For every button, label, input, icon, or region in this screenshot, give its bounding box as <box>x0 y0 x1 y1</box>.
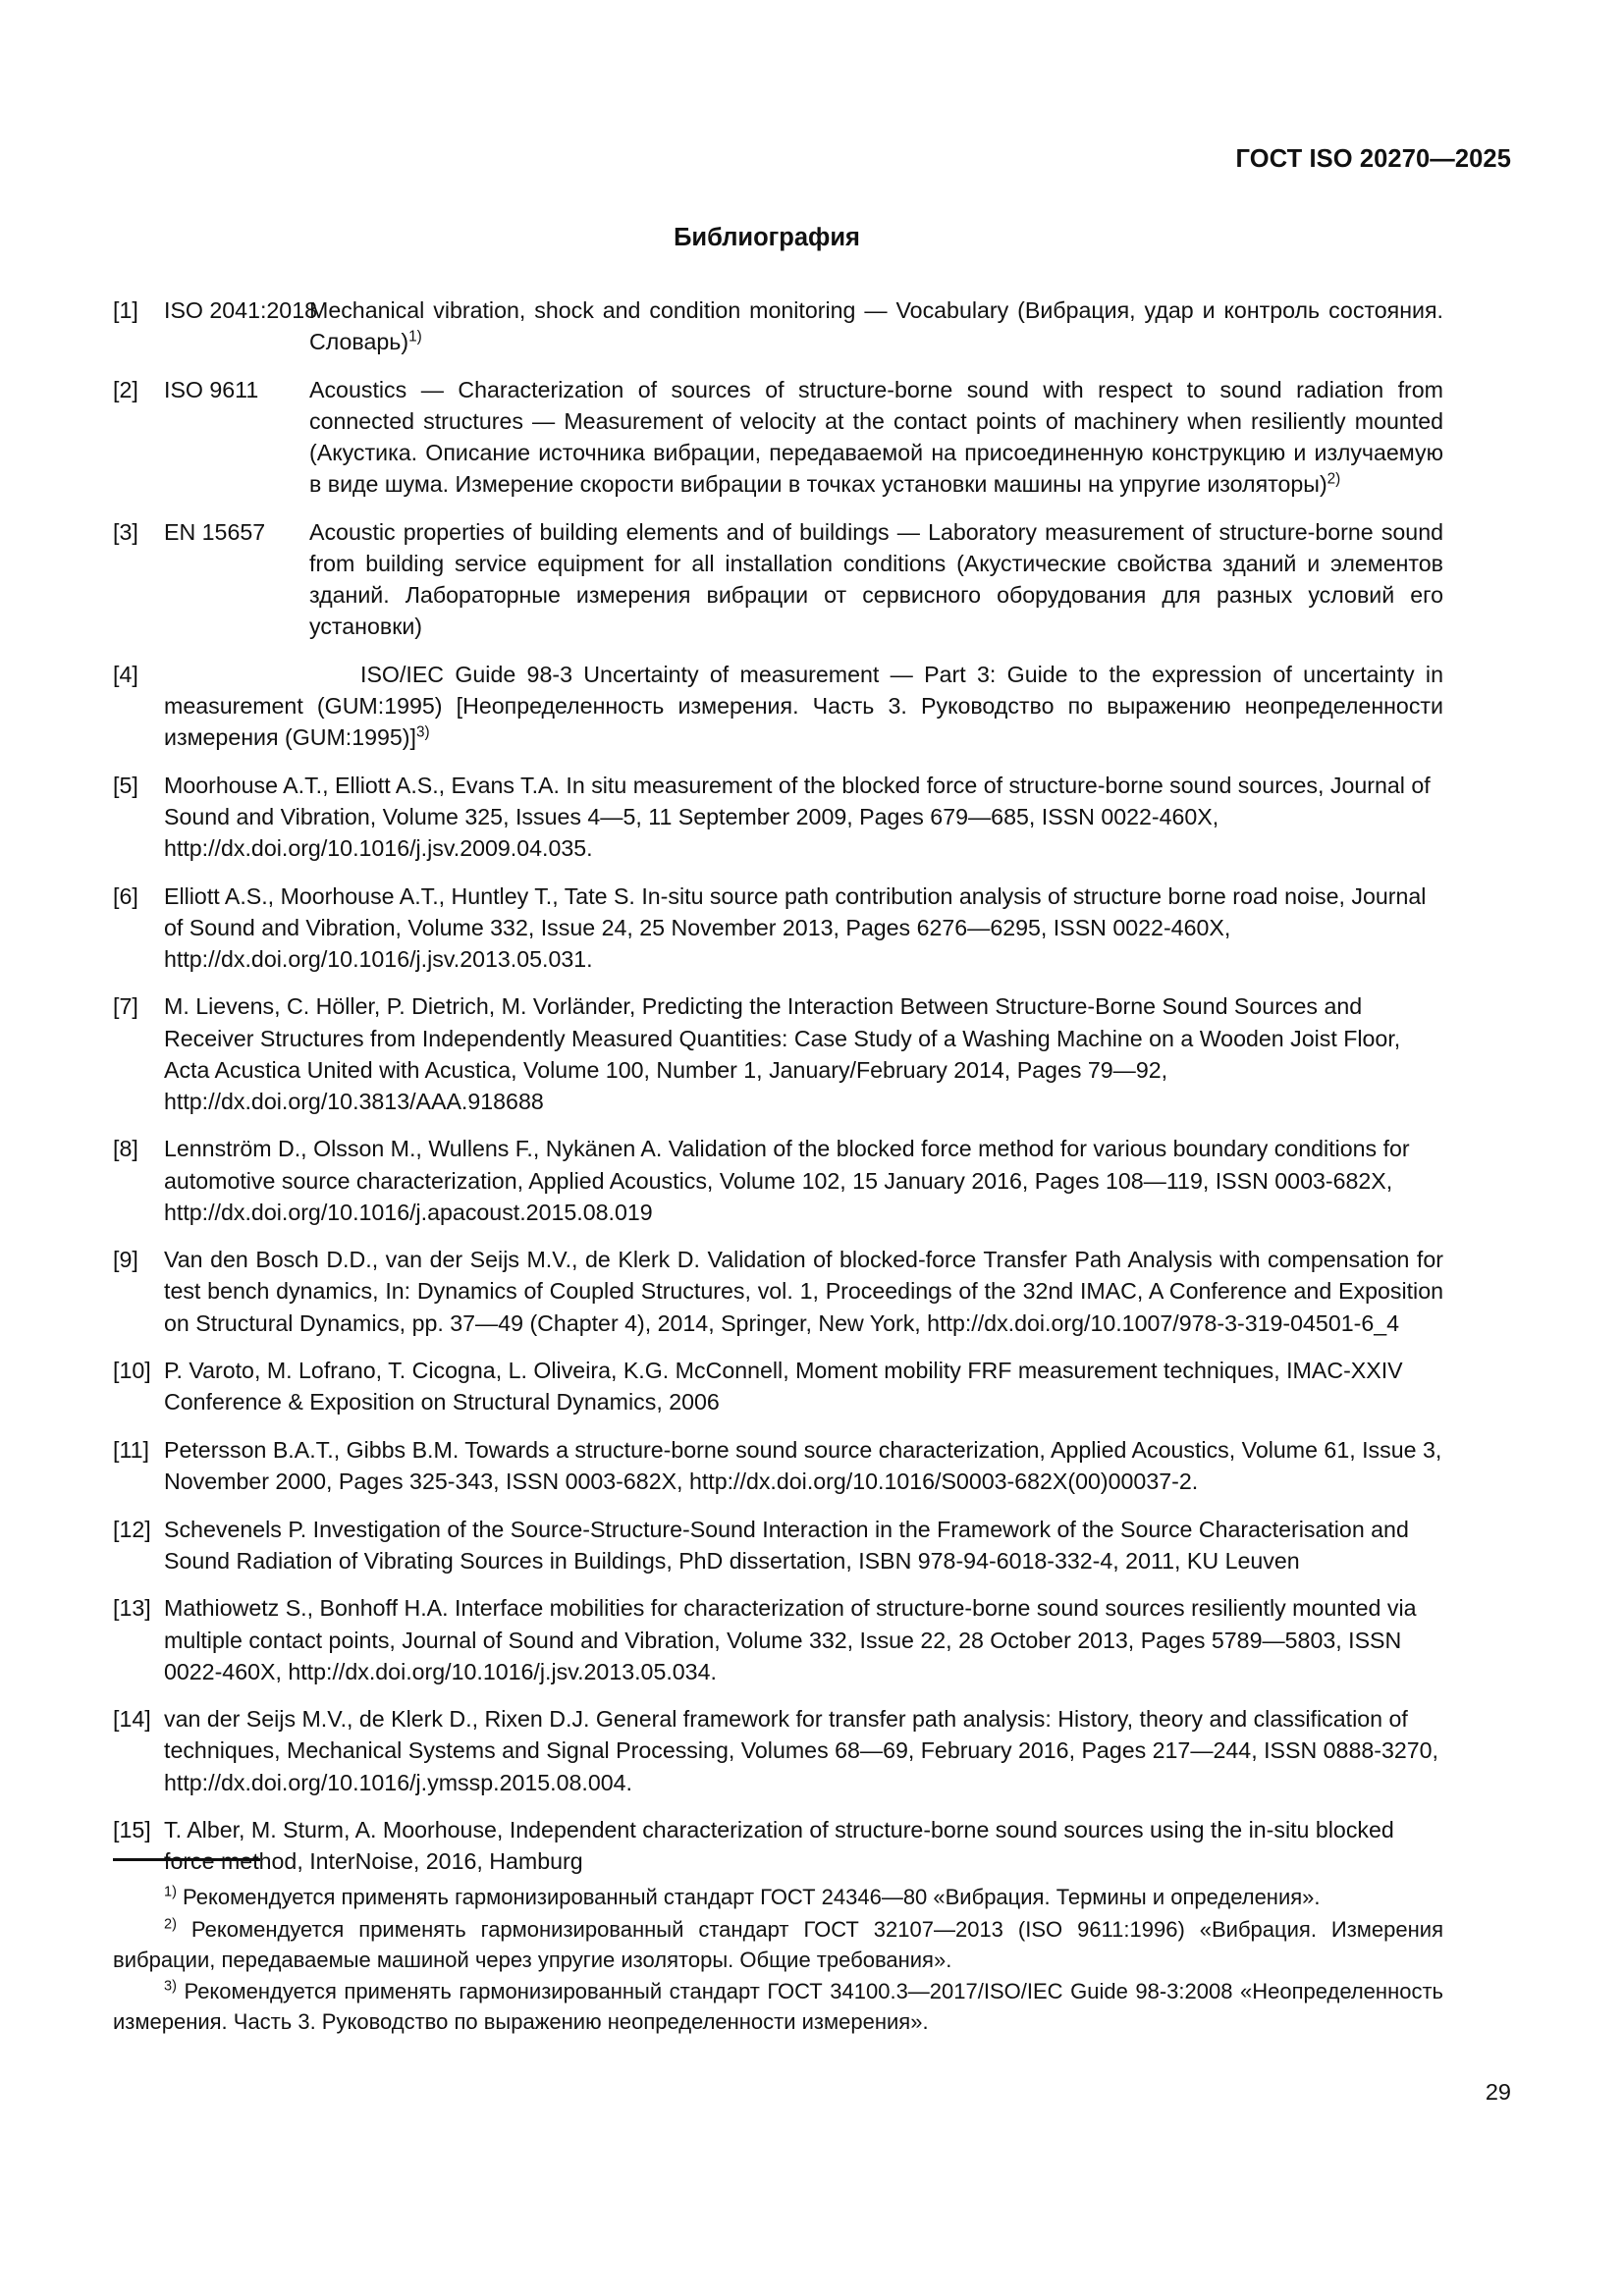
footnote-3 <box>113 1977 1443 2038</box>
reference-text-value: Mechanical vibration, shock and condition monitoring — Vocabulary (Вибрация, удар и контроль состояния. Словарь) <box>309 297 1443 355</box>
footnote-number: 2) <box>164 1916 177 1933</box>
reference-number: [7] <box>113 993 138 1020</box>
reference-text-value: Acoustics — Characterization of sources of structure-borne sound with respect to sound radiation from connected structures — Measurement of velocity at the contact points of machinery when resiliently mounted (Акустика. Описание источника вибрации, передаваемой на присоединенную конструкцию и излучаемую в виде шума. Измерение скорости вибрации в точках установки машины на упругие изоляторы) <box>309 376 1443 498</box>
bibliography-entry-9 <box>113 1244 1443 1338</box>
footnote-number: 3) <box>164 1979 177 1996</box>
footnote-text: Рекомендуется применять гармонизированный стандарт ГОСТ 24346—80 «Вибрация. Термины и определения». <box>183 1885 1321 1909</box>
bibliography-entry-3 <box>113 516 1443 643</box>
page-title <box>0 224 1624 252</box>
reference-text-value: Uncertainty of measurement — Part 3: Guide to the expression of uncertainty in measurement (GUM:1995) [Неопределенность измерения. Часть 3. Руководство по выражению неопределенности измерения (GUM:1995)] <box>164 661 1443 750</box>
bibliography-entry-10 <box>113 1355 1443 1417</box>
reference-number: [8] <box>113 1136 138 1162</box>
footnote-marker: 2) <box>1326 470 1341 488</box>
bibliography-entry-8 <box>113 1133 1443 1227</box>
reference-number: [9] <box>113 1247 138 1273</box>
reference-text-value: Schevenels P. Investigation of the Source-Structure-Sound Interaction in the Framework of the Source Characterisation and Sound Radiation of Vibrating Sources in Buildings, PhD dissertation, ISBN 978-94-6018-332-4, 2011, KU Leuven <box>164 1516 1409 1574</box>
bibliography-entry-13 <box>113 1592 1443 1686</box>
footnote-2 <box>113 1915 1443 1976</box>
reference-text <box>164 1133 1443 1227</box>
bibliography-entry-1 <box>113 294 1443 357</box>
reference-number: [15] <box>113 1817 151 1843</box>
bibliography-entry-5 <box>113 770 1443 864</box>
reference-text <box>164 881 1443 975</box>
reference-number: [1] <box>113 297 138 323</box>
reference-number: [13] <box>113 1595 151 1622</box>
reference-text <box>309 294 1443 357</box>
reference-text <box>164 1244 1443 1338</box>
footnote-text: Рекомендуется применять гармонизированный стандарт ГОСТ 34100.3—2017/ISO/IEC Guide 98-3:2008 «Неопределенность измерения. Часть 3. Руководство по выражению неопределенности измерения». <box>113 1979 1443 2035</box>
footnote-1 <box>113 1883 1443 1913</box>
reference-text <box>164 1703 1443 1797</box>
page-number: 29 <box>1485 2079 1511 2105</box>
bibliography-entry-11 <box>113 1434 1443 1497</box>
reference-number: [12] <box>113 1516 151 1542</box>
reference-text <box>164 1592 1443 1686</box>
reference-number: [5] <box>113 772 138 798</box>
reference-text-value: P. Varoto, M. Lofrano, T. Cicogna, L. Oliveira, K.G. McConnell, Moment mobility FRF measurement techniques, IMAC-XXIV Conference & Exposition on Structural Dynamics, 2006 <box>164 1358 1403 1415</box>
reference-text-value: van der Seijs M.V., de Klerk D., Rixen D.J. General framework for transfer path analysis: History, theory and classification of techniques, Mechanical Systems and Signal Processing, Volumes 68—69, February 2016, Pages 217—244, ISSN 0888-3270, http://dx.doi.org/10.1016/j.ymssp.2015.08.004. <box>164 1706 1438 1795</box>
reference-text <box>164 770 1443 864</box>
reference-text <box>164 659 1443 753</box>
bibliography-entry-12 <box>113 1514 1443 1576</box>
reference-text-value: Lennström D., Olsson M., Wullens F., Nykänen A. Validation of the blocked force method for various boundary conditions for automotive source characterization, Applied Acoustics, Volume 102, 15 January 2016, Pages 108—119, ISSN 0003-682X, http://dx.doi.org/10.1016/j.apacoust.2015.08.019 <box>164 1136 1410 1225</box>
reference-designation: ISO 2041:2018 <box>164 297 317 323</box>
reference-text-value: T. Alber, M. Sturm, A. Moorhouse, Independent characterization of structure-borne sound sources using the in-situ blocked force method, InterNoise, 2016, Hamburg <box>164 1817 1394 1875</box>
bibliography-entry-14 <box>113 1703 1443 1797</box>
footnote-number: 1) <box>164 1884 177 1900</box>
bibliography-entry-4 <box>113 659 1443 753</box>
footnote-marker: 3) <box>415 723 430 741</box>
reference-text <box>164 1514 1443 1576</box>
reference-text-value: Van den Bosch D.D., van der Seijs M.V., de Klerk D. Validation of blocked-force Transfer Path Analysis with compensation for test bench dynamics, In: Dynamics of Coupled Structures, vol. 1, Proceedings of the 32nd IMAC, A Conference and Exposition on Structural Dynamics, pp. 37—49 (Chapter 4), 2014, Springer, New York, http://dx.doi.org/10.1007/978-3-319-04501-6_4 <box>164 1247 1443 1336</box>
reference-text <box>309 516 1443 643</box>
bibliography-entry-2 <box>113 374 1443 501</box>
reference-text <box>164 990 1443 1117</box>
footnote-separator-rule <box>113 1858 260 1861</box>
page-header <box>0 145 1511 174</box>
bibliography-entry-7 <box>113 990 1443 1117</box>
reference-text-value: Moorhouse A.T., Elliott A.S., Evans T.A. In situ measurement of the blocked force of structure-borne sound sources, Journal of Sound and Vibration, Volume 325, Issues 4—5, 11 September 2009, Pages 679—685, ISSN 0022-460X, http://dx.doi.org/10.1016/j.jsv.2009.04.035. <box>164 772 1431 861</box>
reference-text <box>164 1355 1443 1417</box>
reference-text-value: M. Lievens, C. Höller, P. Dietrich, M. Vorländer, Predicting the Interaction Between Structure-Borne Sound Sources and Receiver Structures from Independently Measured Quantities: Case Study of a Washing Machine on a Wooden Joist Floor, Acta Acustica United with Acustica, Volume 100, Number 1, January/February 2014, Pages 79—92, http://dx.doi.org/10.3813/AAA.918688 <box>164 993 1401 1114</box>
section-heading-text: Библиография <box>674 224 860 251</box>
reference-text-value: Acoustic properties of building elements and of buildings — Laboratory measurement of structure-borne sound from building service equipment for all installation conditions (Акустические свойства зданий и элементов зданий. Лабораторные измерения вибрации от сервисного оборудования для разных условий его установки) <box>309 518 1443 640</box>
reference-designation: ISO/IEC Guide 98-3 <box>360 661 572 687</box>
page-footer <box>0 2079 1511 2106</box>
reference-number: [4] <box>113 661 138 687</box>
reference-text <box>164 1434 1443 1497</box>
reference-number: [14] <box>113 1706 151 1733</box>
standard-identifier: ГОСТ ISO 20270—2025 <box>1235 145 1511 173</box>
reference-text-value: Mathiowetz S., Bonhoff H.A. Interface mobilities for characterization of structure-borne sound sources resiliently mounted via multiple contact points, Journal of Sound and Vibration, Volume 332, Issue 22, 28 October 2013, Pages 5789—5803, ISSN 0022-460X, http://dx.doi.org/10.1016/j.jsv.2013.05.034. <box>164 1595 1417 1684</box>
reference-text-value: Elliott A.S., Moorhouse A.T., Huntley T., Tate S. In-situ source path contribution analysis of structure borne road noise, Journal of Sound and Vibration, Volume 332, Issue 24, 25 November 2013, Pages 6276—6295, ISSN 0022-460X, http://dx.doi.org/10.1016/j.jsv.2013.05.031. <box>164 882 1427 972</box>
footnote-text: Рекомендуется применять гармонизированный стандарт ГОСТ 32107—2013 (ISO 9611:1996) «Вибрация. Измерения вибрации, передаваемые машиной через упругие изоляторы. Общие требования». <box>113 1916 1443 1972</box>
reference-number: [10] <box>113 1358 151 1384</box>
reference-number: [11] <box>113 1436 149 1463</box>
reference-number: [3] <box>113 518 138 545</box>
reference-text <box>309 374 1443 501</box>
reference-designation: EN 15657 <box>164 518 266 545</box>
bibliography-entry-6 <box>113 881 1443 975</box>
footnote-marker: 1) <box>408 328 422 346</box>
reference-number: [6] <box>113 882 138 909</box>
bibliography-list <box>113 294 1443 1894</box>
reference-number: [2] <box>113 376 138 402</box>
reference-designation: ISO 9611 <box>164 376 259 402</box>
footnote-section <box>113 1858 1443 2040</box>
reference-text-value: Petersson B.A.T., Gibbs B.M. Towards a structure-borne sound source characterization, Applied Acoustics, Volume 61, Issue 3, November 2000, Pages 325-343, ISSN 0003-682X, http://dx.doi.org/10.1016/S0003-682X(00)00037-2. <box>164 1436 1442 1494</box>
